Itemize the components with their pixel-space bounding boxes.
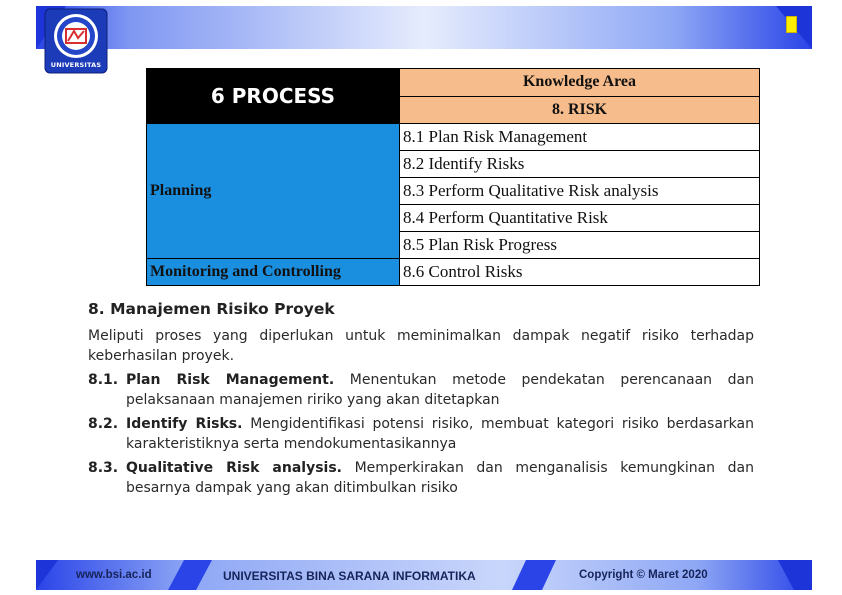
process-item: 8.2 Identify Risks bbox=[400, 151, 760, 178]
item-number: 8.2. bbox=[88, 416, 119, 432]
item-body bbox=[126, 414, 754, 454]
intro-paragraph: Meliputi proses yang diperlukan untuk meminimalkan dampak negatif risiko terhadap keberhasilan proyek. bbox=[88, 328, 754, 364]
header-band-graphic bbox=[36, 6, 812, 49]
footer-university: UNIVERSITAS BINA SARANA INFORMATIKA bbox=[223, 569, 476, 583]
university-logo bbox=[44, 8, 108, 74]
footer-copyright: Copyright © Maret 2020 bbox=[579, 569, 708, 581]
item-body bbox=[126, 370, 754, 410]
corner-mark bbox=[786, 16, 797, 33]
item-text: Menentukan metode pendekatan perencanaan dan pelaksanaan manajemen ririko yang akan ditetapkan bbox=[126, 372, 754, 408]
section-title: 8. Manajemen Risiko Proyek bbox=[88, 300, 335, 318]
item-text: Memperkirakan dan menganalisis kemungkinan dan besarnya dampak yang akan ditimbulkan risiko bbox=[126, 460, 754, 496]
knowledge-area-value: 8. RISK bbox=[400, 96, 760, 124]
item-text: Mengidentifikasi potensi risiko, membuat kategori risiko berdasarkan karakteristiknya serta mendokumentasikannya bbox=[126, 416, 754, 452]
item-title: Qualitative Risk analysis. bbox=[126, 460, 342, 476]
knowledge-area-label: Knowledge Area bbox=[400, 69, 760, 97]
list-item bbox=[88, 458, 754, 498]
logo-text: UNIVERSITAS bbox=[50, 61, 102, 69]
process-item: 8.5 Plan Risk Progress bbox=[400, 232, 760, 259]
group-planning: Planning bbox=[147, 124, 400, 259]
content-section bbox=[88, 300, 754, 502]
process-item: 8.6 Control Risks bbox=[400, 259, 760, 286]
item-body bbox=[126, 458, 754, 498]
process-item: 8.4 Perform Quantitative Risk bbox=[400, 205, 760, 232]
item-title: Plan Risk Management. bbox=[126, 372, 335, 388]
footer-url[interactable]: www.bsi.ac.id bbox=[76, 569, 152, 581]
list-item bbox=[88, 370, 754, 410]
item-number: 8.1. bbox=[88, 372, 119, 388]
group-monitoring: Monitoring and Controlling bbox=[147, 259, 400, 286]
list-item bbox=[88, 414, 754, 454]
item-number: 8.3. bbox=[88, 460, 119, 476]
process-item: 8.1 Plan Risk Management bbox=[400, 124, 760, 151]
footer-band bbox=[36, 560, 812, 590]
header-band bbox=[36, 6, 812, 49]
process-item: 8.3 Perform Qualitative Risk analysis bbox=[400, 178, 760, 205]
process-table bbox=[146, 68, 760, 286]
process-header: 6 PROCESS bbox=[147, 69, 400, 124]
item-title: Identify Risks. bbox=[126, 416, 243, 432]
